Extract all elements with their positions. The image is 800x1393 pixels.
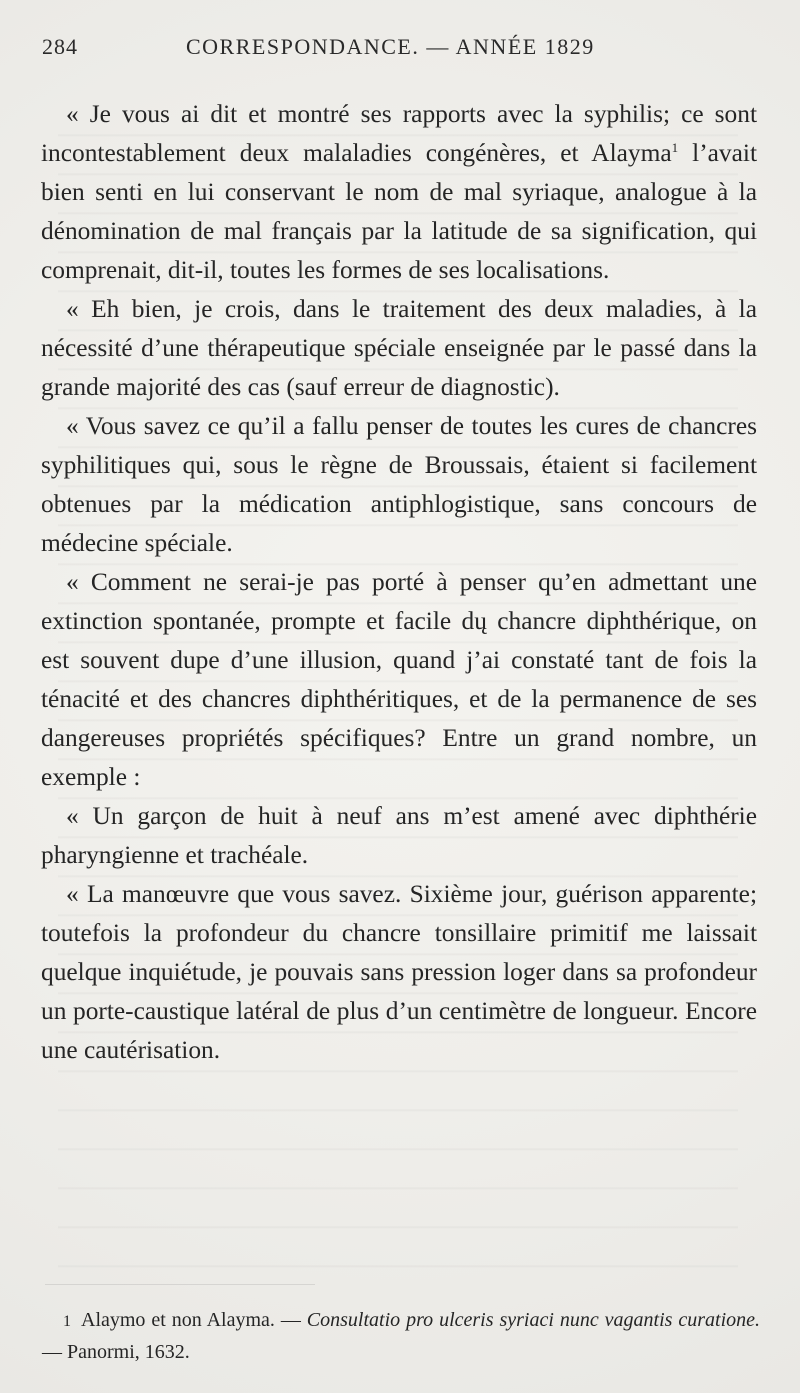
paragraph-1-text-before-note: « Je vous ai dit et montré ses rapports avec la syphilis; ce sont incontestablement deux malaladies congénères, et Alayma bbox=[41, 100, 757, 167]
page-header bbox=[42, 34, 772, 64]
running-title: CORRESPONDANCE. — ANNÉE 1829 bbox=[186, 34, 595, 59]
footnote-divider bbox=[45, 1284, 315, 1285]
paragraph-4: « Comment ne serai-je pas porté à penser qu’en admettant une extinction spontanée, prompte et facile dų chancre diphthérique, on est souvent dupe d’une illusion, quand j’ai constaté tant de fois la ténacité et des chancres diphthéritiques, et de la permanence de ses dangereuses propriétés spécifiques? Entre un grand nombre, un exemple : bbox=[41, 568, 757, 791]
footnote-text-plain: Alaymo et non Alayma. — bbox=[81, 1309, 307, 1331]
footnote-marker: 1 bbox=[63, 1313, 71, 1330]
paragraph-6: « La manœuvre que vous savez. Sixième jour, guérison apparente; toutefois la profondeur du chancre tonsillaire primitif me laissait quelque inquiétude, je pouvais sans pression loger dans sa profondeur un porte-caustique latéral de plus d’un centimètre de longueur. Encore une cautérisation. bbox=[41, 880, 757, 1064]
page-number: 284 bbox=[42, 34, 78, 59]
main-text bbox=[41, 95, 757, 1070]
paragraph-5: « Un garçon de huit à neuf ans m’est amené avec diphthérie pharyngienne et trachéale. bbox=[41, 802, 757, 869]
paragraph-1-text-after-note: l’avait bien senti en lui conservant le nom de mal syriaque, analogue à la dénomination de mal français par la latitude de sa signification, qui comprenait, dit-il, toutes les formes de ses localisations. bbox=[41, 139, 758, 284]
paragraph-1 bbox=[41, 95, 757, 290]
footnote-italic-title: Consultatio pro ulceris syriaci nunc vagantis curatione. bbox=[306, 1309, 761, 1331]
footnote-reference: 1 bbox=[671, 140, 679, 155]
paragraph-2: « Eh bien, je crois, dans le traitement des deux maladies, à la nécessité d’une thérapeutique spéciale enseignée par le passé dans la grande majorité des cas (sauf erreur de diagnostic). bbox=[41, 295, 757, 401]
footnote-text-end: — Panormi, 1632. bbox=[42, 1341, 190, 1363]
paragraph-3: « Vous savez ce qu’il a fallu penser de toutes les cures de chancres syphilitiques qui, sous le règne de Broussais, étaient si facilement obtenues par la médication antiphlogistique, sans concours de médecine spéciale. bbox=[41, 412, 757, 557]
footnote bbox=[42, 1305, 760, 1367]
